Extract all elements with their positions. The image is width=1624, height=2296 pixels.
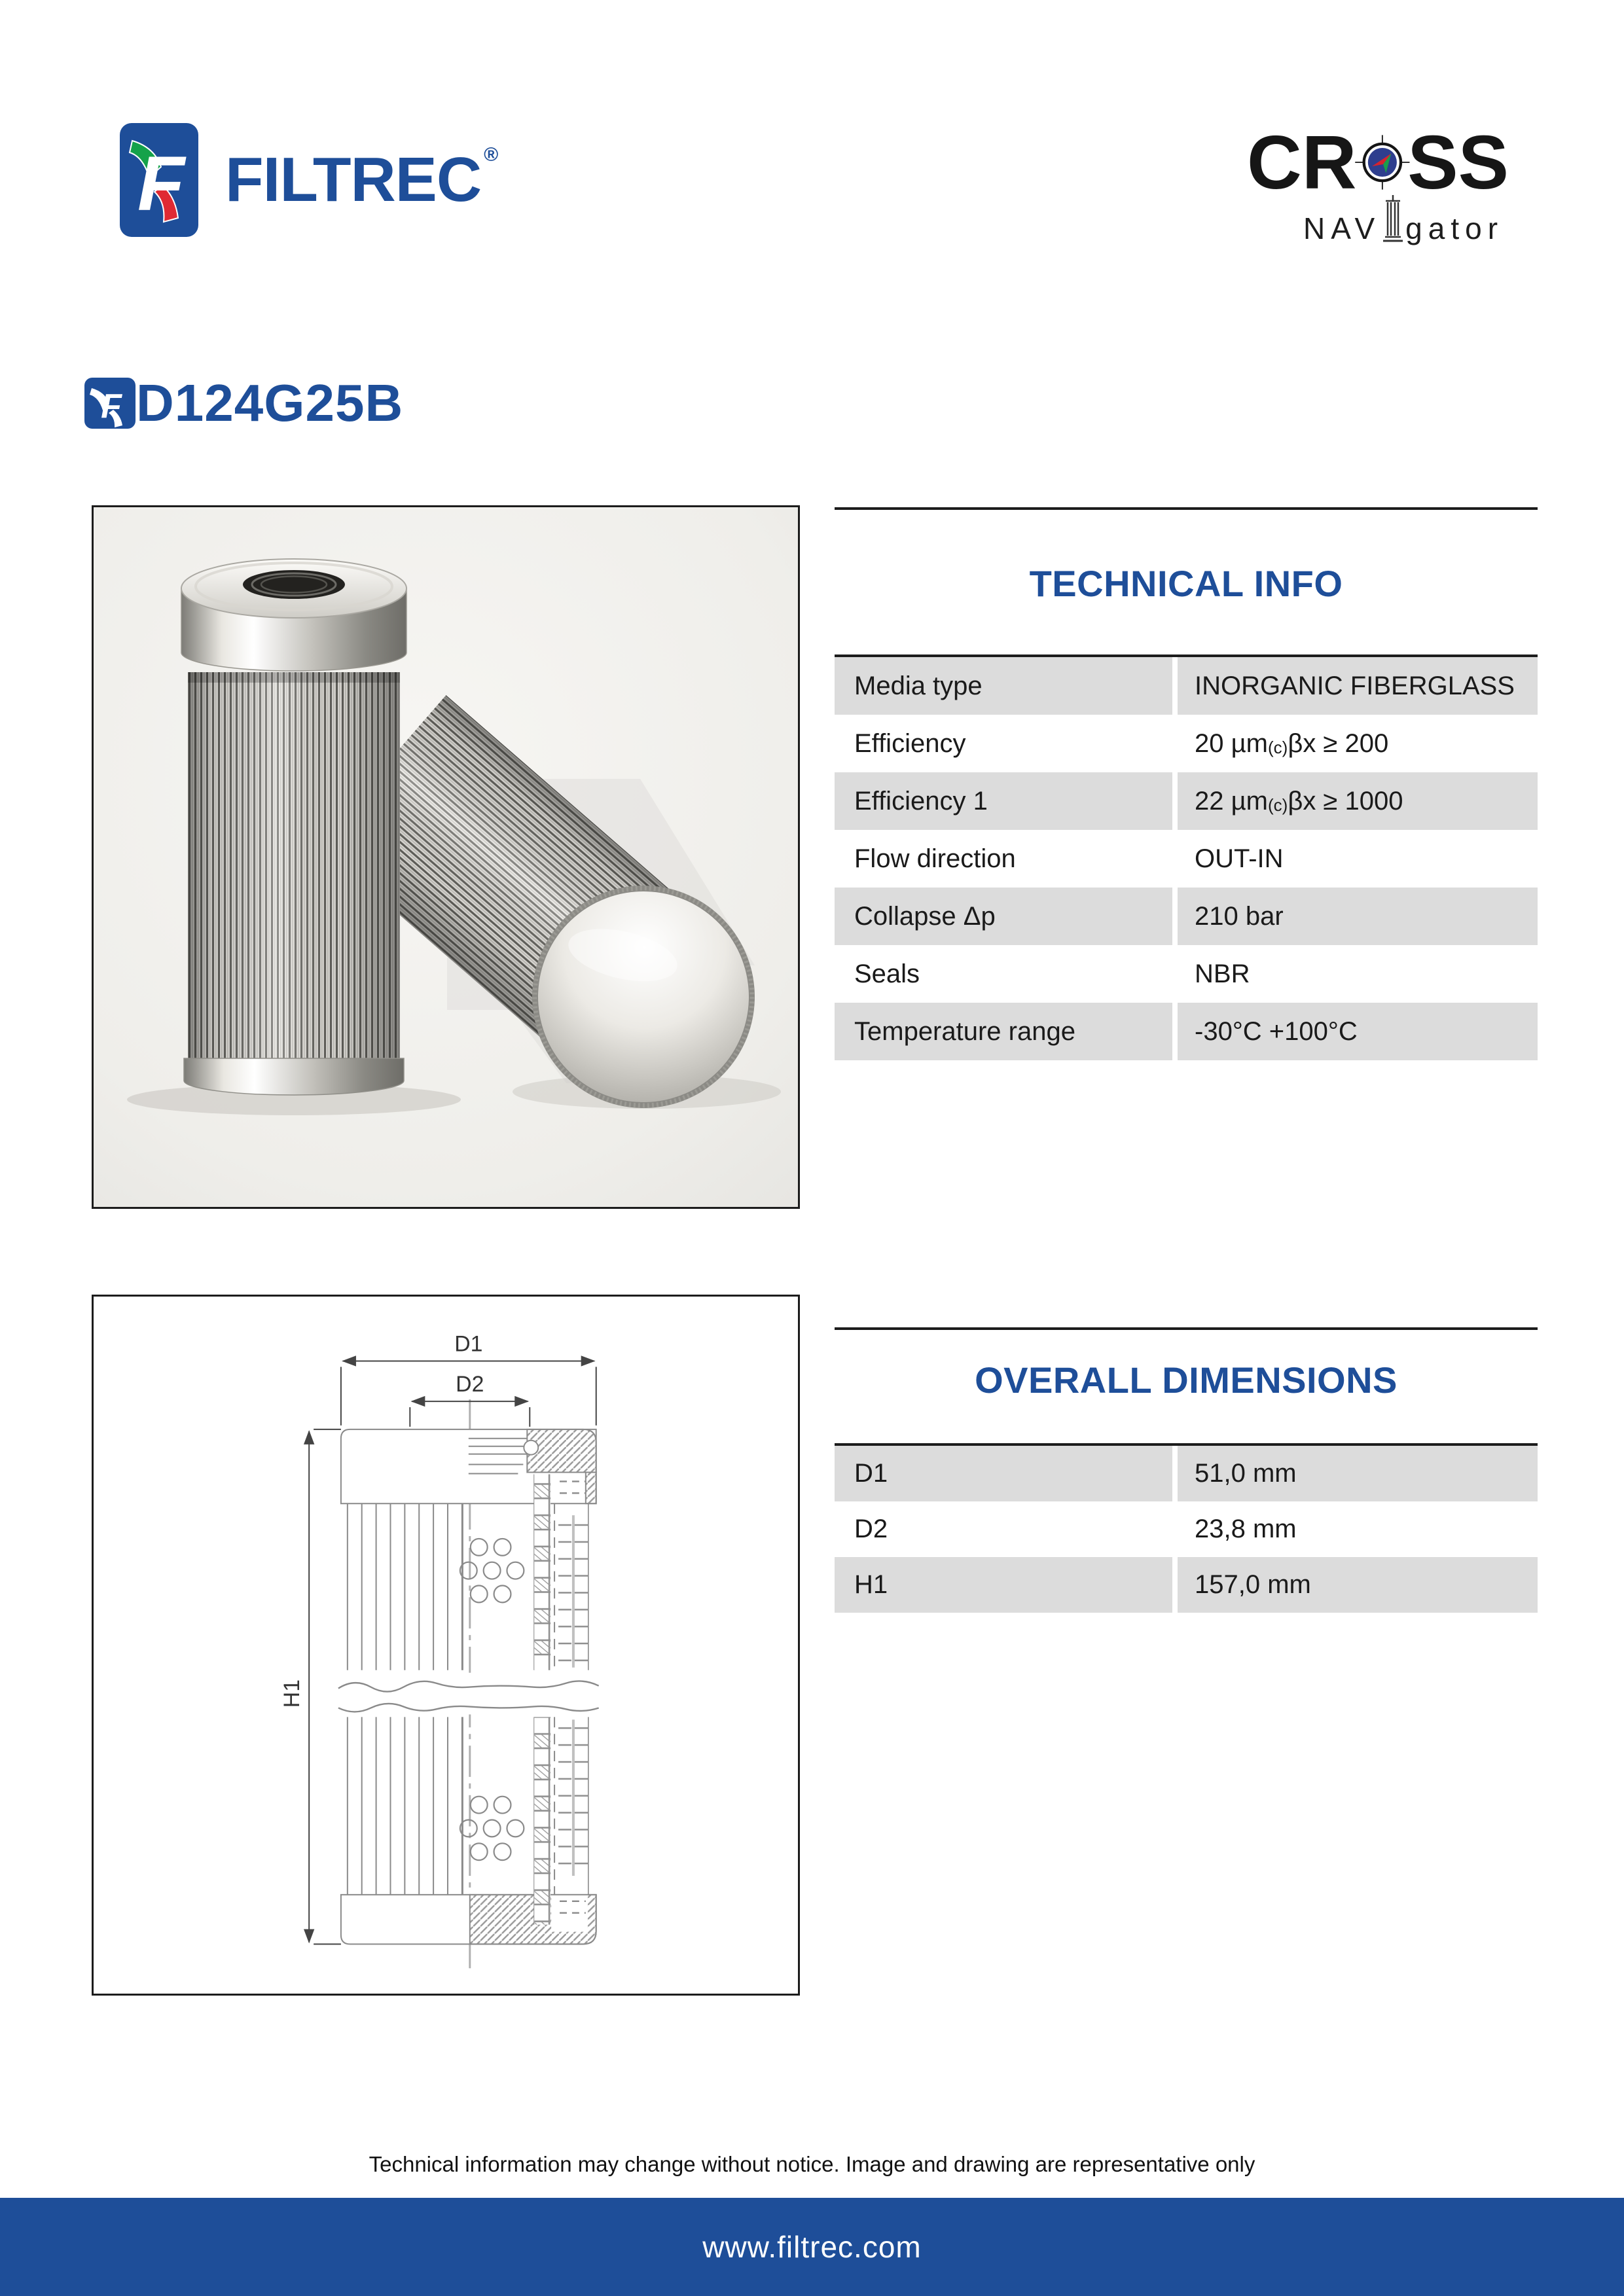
table-row: [835, 1003, 1538, 1060]
overall-dimensions-title: OVERALL DIMENSIONS: [975, 1359, 1398, 1401]
table-row: [835, 945, 1538, 1003]
row-value: 157,0 mm: [1178, 1557, 1538, 1613]
table-row: [835, 715, 1538, 772]
row-value: INORGANIC FIBERGLASS: [1178, 657, 1538, 715]
row-value: 20 µm $_{(c)}$ βx ≥ 200: [1195, 728, 1389, 758]
table-row: [835, 888, 1538, 945]
registered-trademark-icon: ®: [484, 144, 499, 166]
table-row: [835, 830, 1538, 888]
dim-label-d2: D2: [456, 1372, 484, 1397]
row-label: Efficiency: [854, 728, 966, 758]
row-value: 51,0 mm: [1178, 1446, 1538, 1501]
value-pre: 20 µm: [1195, 728, 1268, 758]
row-value: NBR: [1195, 959, 1250, 988]
standing-filter-element: [181, 559, 406, 1095]
row-label: D1: [835, 1446, 1172, 1501]
value-post: βx ≥ 1000: [1288, 786, 1403, 816]
product-title-row: [84, 374, 404, 432]
cross-navigator-logo: [1247, 120, 1509, 245]
website-link[interactable]: www.filtrec.com: [702, 2230, 922, 2264]
product-photo: [92, 505, 800, 1209]
row-label: Seals: [854, 959, 920, 988]
row-value: -30°C +100°C: [1178, 1003, 1538, 1060]
row-value: 23,8 mm: [1195, 1515, 1297, 1543]
pillar-icon: [1383, 195, 1403, 243]
overall-dimensions-table: [835, 1443, 1538, 1613]
disclaimer-note: Technical information may change without notice. Image and drawing are representative only: [369, 2152, 1255, 2176]
technical-info-title: TECHNICAL INFO: [1029, 563, 1343, 604]
filtrec-wordmark: FILTREC: [225, 145, 482, 215]
row-label: Flow direction: [854, 844, 1016, 873]
gator-text: gator: [1405, 211, 1504, 245]
product-photo-image: [94, 507, 798, 1207]
table-row: [835, 1501, 1538, 1557]
row-label: Media type: [835, 657, 1172, 715]
technical-info-section: [835, 507, 1538, 1060]
value-post: βx ≥ 200: [1288, 728, 1389, 758]
compass-icon: [1354, 124, 1411, 200]
row-label: D2: [854, 1515, 888, 1543]
footer-bar: [0, 2198, 1624, 2296]
dim-label-d1: D1: [454, 1331, 483, 1357]
section-rule: [835, 507, 1538, 510]
row-label: Efficiency 1: [835, 772, 1172, 830]
dim-label-h1: H1: [280, 1679, 305, 1708]
table-row: [835, 772, 1538, 830]
svg-text:F: F: [101, 387, 122, 425]
technical-info-table: [835, 655, 1538, 1060]
row-value: 22 µm $_{(c)}$ βx ≥ 1000: [1178, 772, 1538, 830]
product-code-icon: [84, 377, 136, 429]
table-row: [835, 1446, 1538, 1501]
table-row: [835, 1557, 1538, 1613]
row-value: 210 bar: [1178, 888, 1538, 945]
row-label: Collapse Δp: [835, 888, 1172, 945]
row-value: OUT-IN: [1195, 844, 1284, 873]
svg-text:F: F: [137, 141, 185, 227]
cross-text-left: CR: [1247, 120, 1357, 205]
overall-dimensions-section: [835, 1327, 1538, 1613]
technical-drawing-image: [94, 1297, 798, 1994]
row-label: H1: [835, 1557, 1172, 1613]
cross-text-right: SS: [1407, 120, 1509, 205]
filtrec-logo: [119, 122, 498, 238]
table-row: [835, 657, 1538, 715]
row-label: Temperature range: [835, 1003, 1172, 1060]
page-title: D124G25B: [136, 374, 404, 432]
value-pre: 22 µm: [1195, 786, 1268, 816]
technical-drawing: [92, 1295, 800, 1996]
nav-text: NAV: [1303, 211, 1381, 245]
filtrec-logo-mark-icon: [119, 122, 199, 238]
cross-logo-row: [1247, 120, 1509, 205]
section-rule: [835, 1327, 1538, 1330]
